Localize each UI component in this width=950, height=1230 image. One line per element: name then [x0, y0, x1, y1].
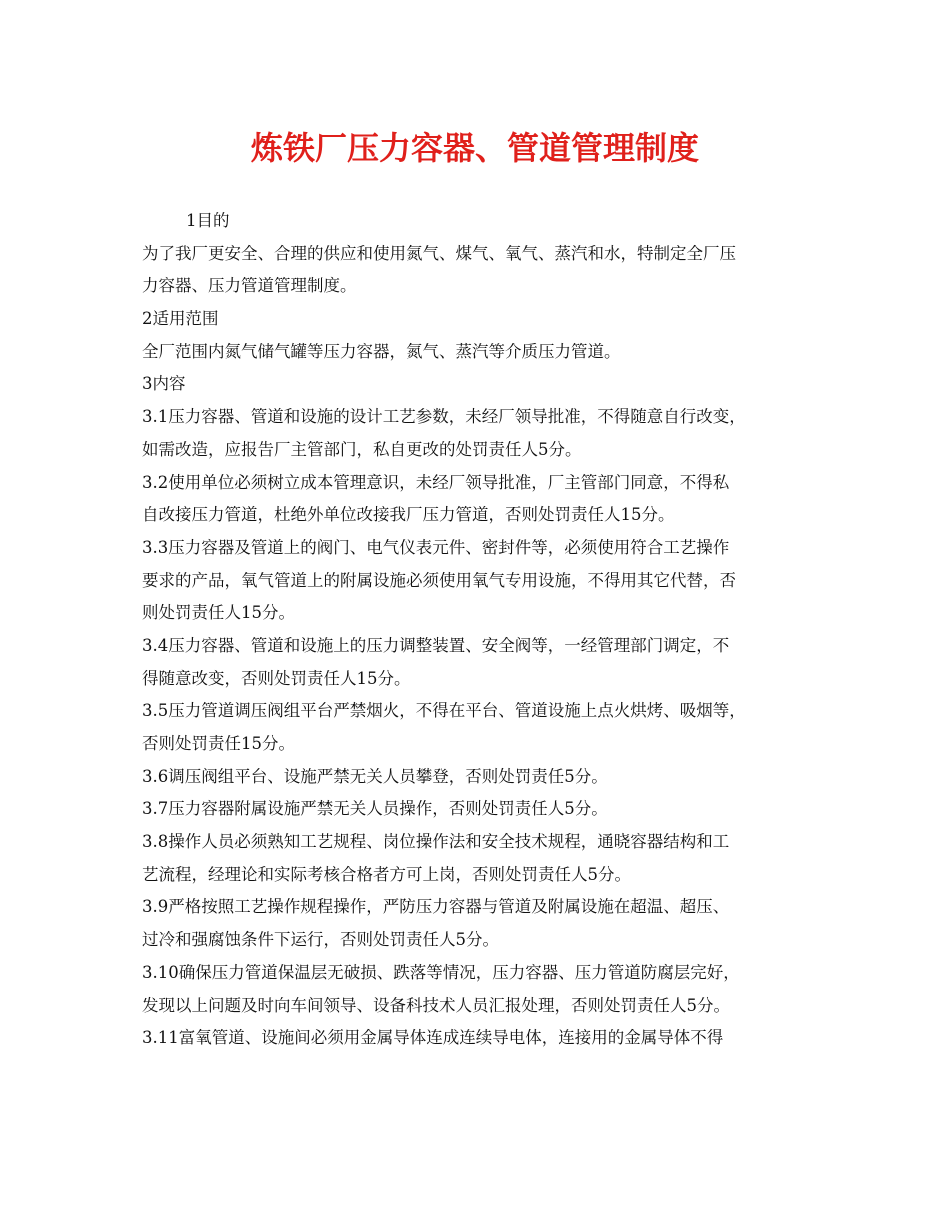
body-line: 要求的产品，氧气管道上的附属设施必须使用氧气专用设施，不得用其它代替，否 [142, 570, 736, 590]
body-line: 3.5压力管道调压阀组平台严禁烟火，不得在平台、管道设施上点火烘烤、吸烟等， [142, 701, 746, 721]
body-line: 3.10确保压力管道保温层无破损、跌落等情况，压力容器、压力管道防腐层完好， [142, 962, 740, 982]
body-line: 3.6调压阀组平台、设施严禁无关人员攀登，否则处罚责任5分。 [142, 766, 608, 786]
body-line: 3.7压力容器附属设施严禁无关人员操作，否则处罚责任人5分。 [142, 799, 608, 819]
body-line: 自改接压力管道，杜绝外单位改接我厂压力管道，否则处罚责任人15分。 [142, 505, 675, 525]
body-line: 3.11富氧管道、设施间必须用金属导体连成连续导电体，连接用的金属导体不得 [142, 1028, 724, 1048]
body-line: 发现以上问题及时向车间领导、设备科技术人员汇报处理，否则处罚责任人5分。 [142, 995, 730, 1015]
body-line: 3.9严格按照工艺操作规程操作，严防压力容器与管道及附属设施在超温、超压、 [142, 897, 730, 917]
document-body [142, 205, 814, 1055]
body-line: 3.3压力容器及管道上的阀门、电气仪表元件、密封件等，必须使用符合工艺操作 [142, 537, 730, 557]
body-line: 力容器、压力管道管理制度。 [142, 276, 357, 296]
body-line: 得随意改变，否则处罚责任人15分。 [142, 668, 411, 688]
body-line: 3.4压力容器、管道和设施上的压力调整装置、安全阀等，一经管理部门调定，不 [142, 635, 730, 655]
body-line: 否则处罚责任15分。 [142, 734, 295, 753]
body-line: 则处罚责任人15分。 [142, 603, 295, 623]
document-title: 炼铁厂压力容器、管道管理制度 [250, 129, 699, 167]
section-heading-scope: 2适用范围 [142, 309, 219, 329]
body-line: 全厂范围内氮气储气罐等压力容器，氮气、蒸汽等介质压力管道。 [142, 341, 621, 361]
body-line: 为了我厂更安全、合理的供应和使用氮气、煤气、氧气、蒸汽和水，特制定全厂压 [142, 243, 736, 263]
body-line: 3.1压力容器、管道和设施的设计工艺参数，未经厂领导批准，不得随意自行改变， [142, 407, 746, 427]
body-line: 3.2使用单位必须树立成本管理意识，未经厂领导批准，厂主管部门同意，不得私 [142, 472, 730, 492]
section-heading-content: 3内容 [142, 374, 186, 394]
body-line: 如需改造，应报告厂主管部门，私自更改的处罚责任人5分。 [142, 439, 582, 459]
body-line: 3.8操作人员必须熟知工艺规程、岗位操作法和安全技术规程，通晓容器结构和工 [142, 832, 730, 852]
body-line: 艺流程，经理论和实际考核合格者方可上岗，否则处罚责任人5分。 [142, 864, 631, 884]
section-heading-purpose: 1目的 [186, 211, 230, 230]
body-line: 过冷和强腐蚀条件下运行，否则处罚责任人5分。 [142, 930, 499, 950]
